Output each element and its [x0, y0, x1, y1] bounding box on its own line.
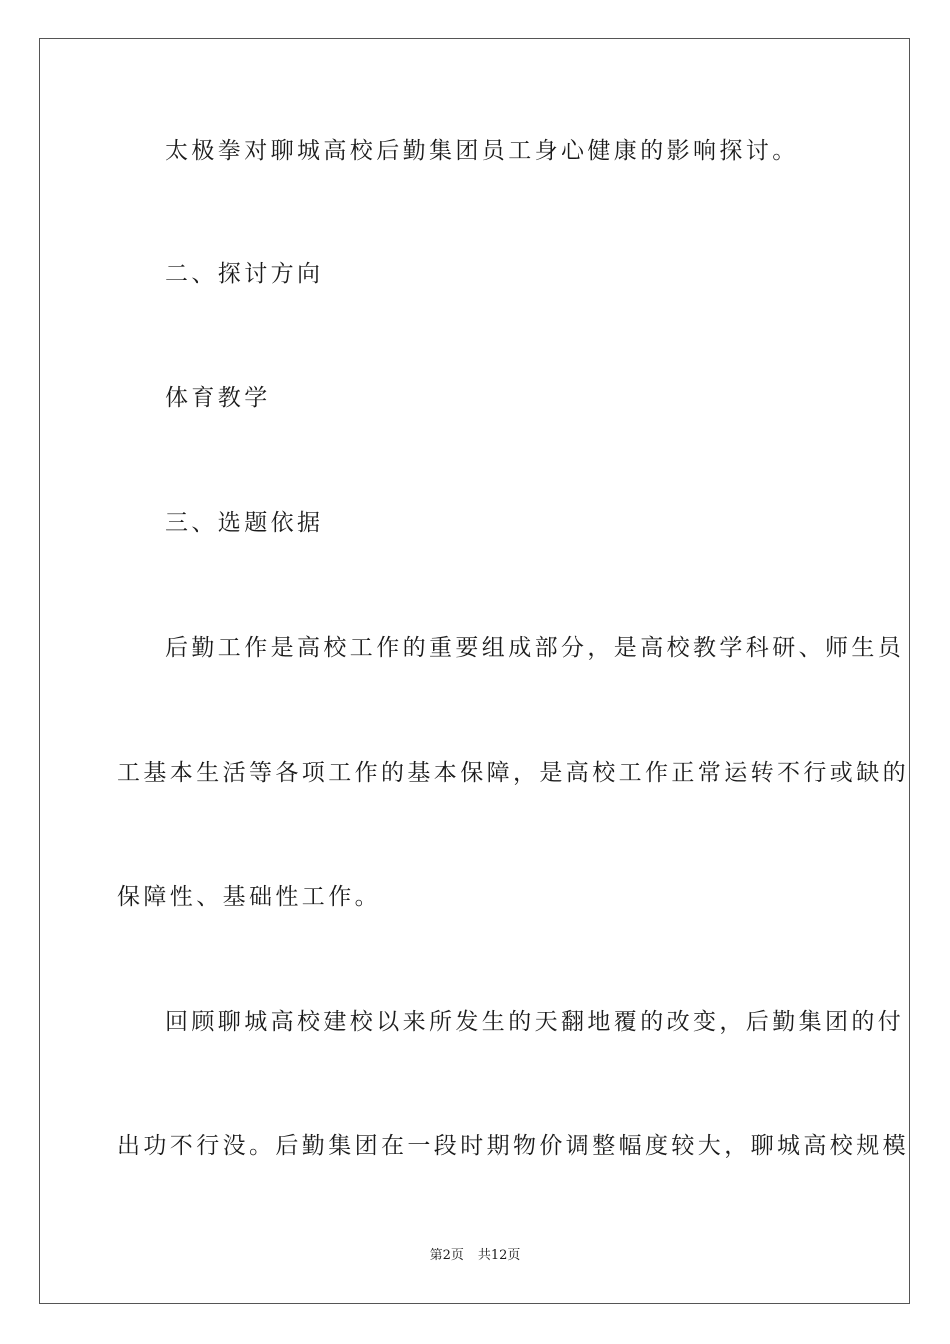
- paragraph-history-line-1: 回顾聊城高校建校以来所发生的天翻地覆的改变，后勤集团的付: [165, 1009, 905, 1035]
- page-total: 共12页: [477, 1248, 521, 1263]
- heading-topic-basis: 三、选题依据: [165, 510, 324, 536]
- page-footer: [0, 1247, 950, 1265]
- paragraph-topic: 太极拳对聊城高校后勤集团员工身心健康的影响探讨。: [165, 138, 799, 164]
- paragraph-history-line-2: 出功不行没。后勤集团在一段时期物价调整幅度较大，聊城高校规模: [117, 1133, 909, 1159]
- paragraph-discipline: 体育教学: [165, 385, 271, 411]
- heading-research-direction: 二、探讨方向: [165, 261, 324, 287]
- paragraph-logistics-line-3: 保障性、基础性工作。: [117, 884, 381, 910]
- paragraph-logistics-line-2: 工基本生活等各项工作的基本保障，是高校工作正常运转不行或缺的: [117, 760, 909, 786]
- paragraph-logistics-line-1: 后勤工作是高校工作的重要组成部分，是高校教学科研、师生员: [165, 635, 905, 661]
- page-number: 第2页: [429, 1248, 464, 1263]
- page-border: [39, 38, 910, 1304]
